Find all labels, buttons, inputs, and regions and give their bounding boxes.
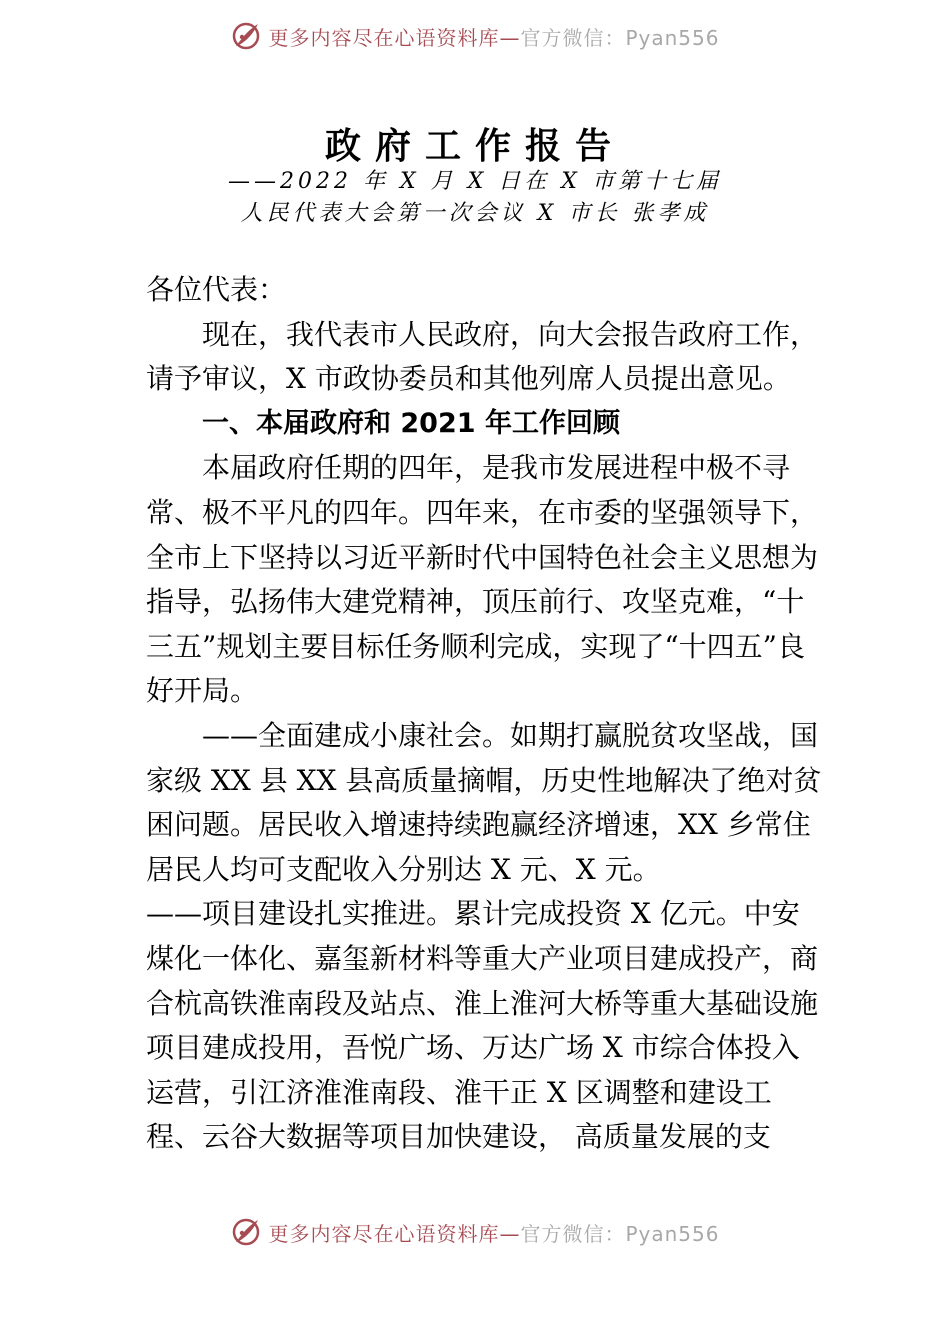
watermark-banner-top bbox=[0, 16, 950, 56]
salutation: 各位代表： bbox=[146, 273, 287, 306]
quill-circle-logo-icon bbox=[230, 1216, 262, 1248]
section-heading: 一、本届政府和 2021 年工作回顾 bbox=[202, 407, 620, 439]
watermark-text: 更多内容尽在心语资料库— bbox=[268, 1221, 521, 1246]
watermark-banner-bottom bbox=[0, 1212, 950, 1252]
watermark-wechat: 官方微信：Pyan556 bbox=[520, 1221, 720, 1246]
document-body bbox=[146, 268, 826, 1160]
watermark-wechat: 官方微信：Pyan556 bbox=[520, 25, 720, 50]
paragraph: ——项目建设扎实推进。累计完成投资 X 亿元。中安煤化一体化、嘉玺新材料等重大产业项目建成投产，商合杭高铁淮南段及站点、淮上淮河大桥等重大基础设施项目建成投用，吾悦广场、万达广场 X 市综合体投入运营，引江济淮淮南段、淮干正 X 区调整和建设工程、云谷大数据等项目加快建设， 高质量发展的支 bbox=[146, 897, 819, 1154]
paragraph: ——全面建成小康社会。如期打赢脱贫攻坚战，国家级 XX 县 XX 县高质量摘帽，历史性地解决了绝对贫困问题。居民收入增速持续跑赢经济增速，XX 乡常住居民人均可支配收入分别达 X 元、X 元。 bbox=[146, 718, 822, 886]
watermark-text: 更多内容尽在心语资料库— bbox=[268, 25, 521, 50]
quill-circle-logo-icon bbox=[230, 20, 262, 52]
paragraph: 本届政府任期的四年，是我市发展进程中极不寻常、极不平凡的四年。四年来，在市委的坚强领导下，全市上下坚持以习近平新时代中国特色社会主义思想为指导，弘扬伟大建党精神，顶压前行、攻坚克难，“十三五”规划主要目标任务顺利完成，实现了“十四五”良好开局。 bbox=[146, 451, 819, 708]
document-subtitle-line1: ——2022 年 X 月 X 日在 X 市第十七届 bbox=[228, 169, 722, 194]
paragraph: 现在，我代表市人民政府，向大会报告政府工作，请予审议，X 市政协委员和其他列席人员提出意见。 bbox=[146, 317, 819, 396]
document-subtitle-line2: 人民代表大会第一次会议 X 市长 张孝成 bbox=[240, 201, 710, 226]
document-title: 政府工作报告 bbox=[324, 125, 625, 167]
